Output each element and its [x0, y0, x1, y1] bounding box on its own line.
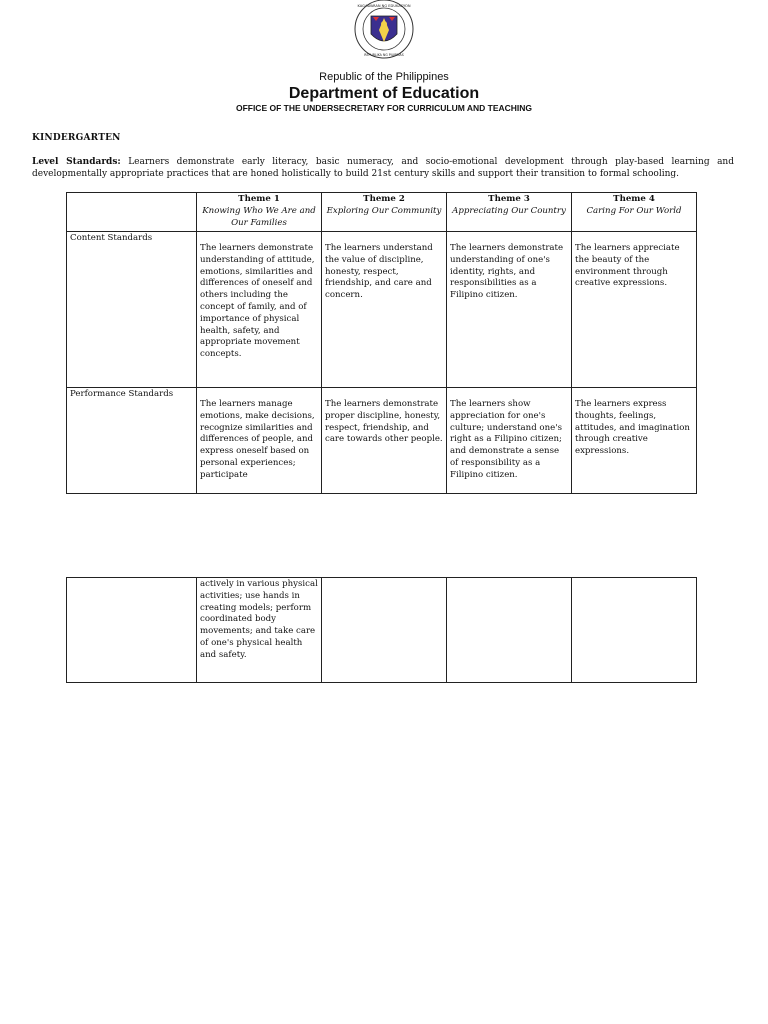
cell-text: actively in various physical activities; use hands in creating models; perform coordinated body movements; and take care of one's physical health and safety. — [200, 579, 318, 660]
deped-seal-logo — [349, 0, 419, 62]
table-cell — [447, 388, 572, 494]
row-label-empty — [67, 578, 197, 683]
cell-text: The learners manage emotions, make decisions, recognize similarities and differences of people, and express oneself based on personal experiences; participate — [200, 399, 315, 480]
row-label-performance-standards: Performance Standards — [67, 388, 197, 494]
corner-cell — [67, 193, 197, 232]
theme-title: Theme 2 — [363, 194, 405, 204]
standards-table-continuation — [66, 577, 697, 683]
table-cell — [322, 388, 447, 494]
theme-subtitle: Exploring Our Community — [326, 205, 442, 216]
cell-text: The learners demonstrate understanding of one's identity, rights, and responsibilities as a Filipino citizen. — [450, 243, 564, 301]
standards-table — [66, 192, 697, 494]
theme-title: Theme 4 — [613, 194, 655, 204]
section-heading: KINDERGARTEN — [32, 133, 121, 143]
theme-2-header — [322, 193, 447, 232]
svg-text:REPUBLIKA NG PILIPINAS: REPUBLIKA NG PILIPINAS — [364, 53, 404, 57]
table-row — [67, 388, 697, 494]
level-standards-label: Level Standards: — [32, 157, 121, 167]
cell-text: The learners show appreciation for one's culture; understand one's right as a Filipino citizen; and demonstrate a sense of responsibility as a Filipino citizen. — [450, 399, 562, 480]
office-subtitle: OFFICE OF THE UNDERSECRETARY FOR CURRICULUM AND TEACHING — [235, 103, 533, 113]
cell-text: The learners demonstrate proper discipline, honesty, respect, friendship, and care towards other people. — [325, 399, 443, 445]
department-title: Department of Education — [288, 85, 480, 102]
cell-text: The learners appreciate the beauty of the environment through creative expressions. — [575, 243, 680, 289]
republic-line: Republic of the Philippines — [319, 71, 449, 83]
table-cell — [322, 232, 447, 388]
level-standards-paragraph — [32, 156, 734, 180]
table-row — [67, 232, 697, 388]
table-cell — [447, 232, 572, 388]
theme-subtitle: Knowing Who We Are and Our Families — [202, 205, 316, 228]
table-cell — [572, 578, 697, 683]
table-cell — [197, 232, 322, 388]
cell-text: The learners understand the value of discipline, honesty, respect, friendship, and care and concern. — [325, 243, 433, 301]
cell-text: The learners demonstrate understanding of attitude, emotions, similarities and differences of oneself and others including the concept of family, and of importance of physical health, safety, and appropriate movement concepts. — [200, 243, 315, 360]
table-cell — [322, 578, 447, 683]
theme-subtitle: Appreciating Our Country — [452, 205, 566, 216]
level-standards-text: Learners demonstrate early literacy, basic numeracy, and socio-emotional development through play-based learning and developmentally appropriate practices that are honed holistically to build 21st century skills and support their transition to formal schooling. — [32, 157, 734, 179]
row-label-content-standards: Content Standards — [67, 232, 197, 388]
theme-title: Theme 3 — [488, 194, 530, 204]
cell-text: The learners express thoughts, feelings, attitudes, and imagination through creative expressions. — [575, 399, 690, 457]
theme-title: Theme 1 — [238, 194, 280, 204]
table-cell — [197, 578, 322, 683]
table-cell — [447, 578, 572, 683]
table-cell — [572, 232, 697, 388]
table-row — [67, 578, 697, 683]
table-cell — [197, 388, 322, 494]
svg-text:KAGAWARAN NG EDUKASYON: KAGAWARAN NG EDUKASYON — [357, 4, 411, 8]
theme-1-header — [197, 193, 322, 232]
theme-header-row — [67, 193, 697, 232]
theme-3-header — [447, 193, 572, 232]
theme-subtitle: Caring For Our World — [586, 205, 682, 216]
table-cell — [572, 388, 697, 494]
theme-4-header — [572, 193, 697, 232]
